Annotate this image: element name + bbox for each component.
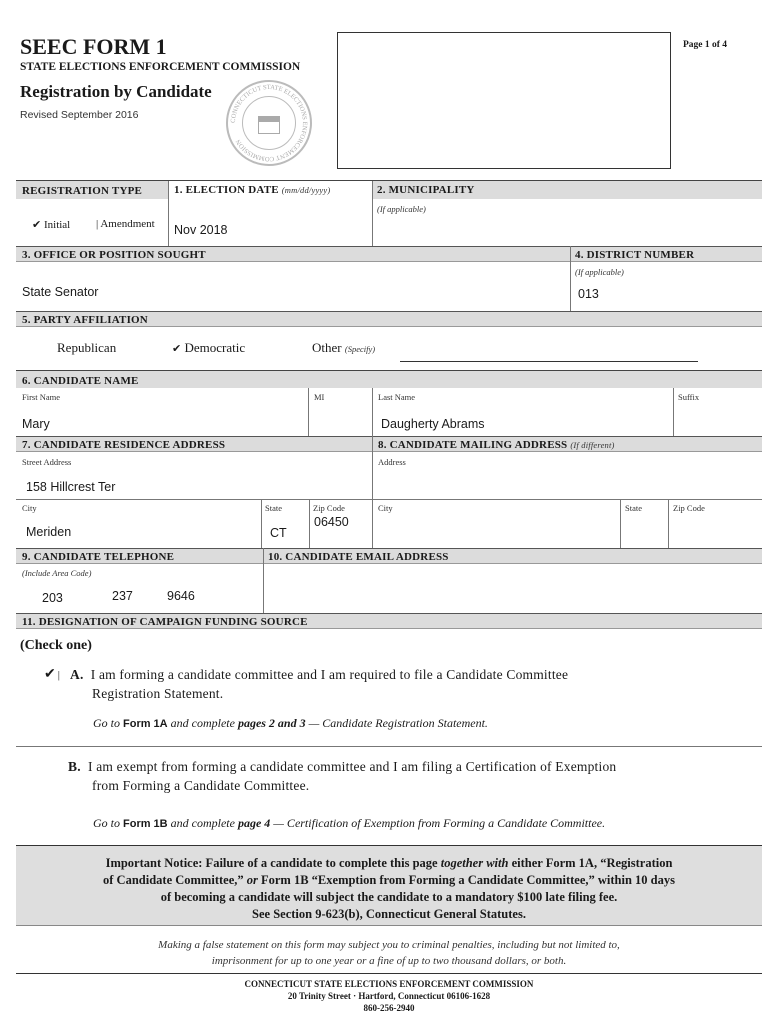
residence-state-label: State [265, 503, 282, 513]
mailing-address-label: 8. CANDIDATE MAILING ADDRESS (If different) [378, 439, 615, 451]
residence-address-label: 7. CANDIDATE RESIDENCE ADDRESS [22, 439, 226, 451]
mailing-state-label: State [625, 503, 642, 513]
option-a-instructions: Go to Form 1A and complete pages 2 and 3 — Candidate Registration Statement. [93, 716, 488, 730]
office-use-box [337, 32, 671, 169]
party-democratic-option[interactable]: ✔ Democratic [172, 340, 246, 355]
residence-state-value[interactable]: CT [270, 526, 287, 540]
first-name-label: First Name [22, 392, 61, 402]
check-one-label: (Check one) [20, 638, 92, 653]
notice-text: Important Notice: Failure of a candidate to complete this page together with either Form 1A, “Registration of Candidate Committee,” or Form 1B “Exemption from Forming a Candidate Committee,” within 10 days of becoming a candidate will subject the candidate to a mandatory $100 late filing fee. See Section 9-623(b), Connecticut General Statutes. [103, 856, 675, 921]
residence-city-value[interactable]: Meriden [26, 525, 72, 539]
option-a-checkbox[interactable]: ✔ | [44, 667, 60, 682]
telephone-hint: (Include Area Code) [22, 568, 92, 578]
mailing-address-field-label: Address [378, 457, 406, 467]
party-label: 5. PARTY AFFILIATION [22, 314, 148, 326]
option-b-instructions: Go to Form 1B and complete page 4 — Certification of Exemption from Forming a Candidate Committee. [93, 816, 606, 830]
party-other-field[interactable] [400, 361, 698, 362]
commission-seal-icon [226, 80, 312, 166]
form-title: SEEC FORM 1 [20, 34, 167, 59]
false-statement-warning: Making a false statement on this form may subject you to criminal penalties, including but not limited to, imprisonment for up to one year or a fine of up to two thousand dollars, or both. [158, 939, 620, 967]
form-subtitle: Registration by Candidate [20, 82, 212, 101]
first-name-value[interactable]: Mary [22, 417, 50, 431]
funding-source-label: 11. DESIGNATION OF CAMPAIGN FUNDING SOURCE [22, 616, 308, 628]
mailing-city-label: City [378, 503, 393, 513]
registration-type-label: REGISTRATION TYPE [22, 185, 143, 197]
residence-city-label: City [22, 503, 37, 513]
telephone-area-code[interactable]: 203 [42, 591, 63, 605]
municipality-label: 2. MUNICIPALITY [377, 184, 475, 196]
residence-zip-value[interactable]: 06450 [314, 515, 349, 529]
option-b-text[interactable]: B. I am exempt from forming a candidate committee and I am filing a Certification of Exemption from Forming a Candidate Committee. [68, 759, 617, 793]
mi-label: MI [314, 392, 325, 402]
candidate-name-label: 6. CANDIDATE NAME [22, 375, 139, 387]
telephone-line-number[interactable]: 9646 [167, 589, 195, 603]
residence-zip-label: Zip Code [313, 503, 345, 513]
party-other-option[interactable]: Other (Specify) [312, 340, 376, 355]
election-date-value[interactable]: Nov 2018 [174, 223, 228, 237]
check-icon: ✔ [44, 667, 56, 682]
district-hint: (If applicable) [575, 267, 624, 277]
telephone-prefix[interactable]: 237 [112, 589, 133, 603]
email-label: 10. CANDIDATE EMAIL ADDRESS [268, 551, 449, 563]
agency-name: STATE ELECTIONS ENFORCEMENT COMMISSION [20, 61, 301, 73]
party-republican-option[interactable]: Republican [57, 340, 117, 355]
street-address-label: Street Address [22, 457, 72, 467]
office-label: 3. OFFICE OR POSITION SOUGHT [22, 249, 206, 261]
telephone-label: 9. CANDIDATE TELEPHONE [22, 551, 175, 563]
election-date-label: 1. ELECTION DATE (mm/dd/yyyy) [174, 184, 331, 196]
district-value[interactable]: 013 [578, 287, 599, 301]
last-name-value[interactable]: Daugherty Abrams [381, 417, 485, 431]
seal-text: CONNECTICUT STATE ELECTIONS ENFORCEMENT COMMISSION [229, 83, 309, 163]
office-value[interactable]: State Senator [22, 285, 99, 299]
revised-date: Revised September 2016 [20, 109, 139, 121]
page-number: Page 1 of 4 [683, 40, 728, 50]
municipality-hint: (If applicable) [377, 204, 426, 214]
district-label: 4. DISTRICT NUMBER [575, 249, 695, 261]
suffix-label: Suffix [678, 392, 700, 402]
amendment-checkbox[interactable]: | Amendment [96, 218, 155, 230]
check-icon: ✔ [32, 219, 42, 231]
last-name-label: Last Name [378, 392, 416, 402]
mailing-zip-label: Zip Code [673, 503, 705, 513]
initial-checkbox[interactable]: ✔ Initial [32, 219, 71, 231]
footer-address: CONNECTICUT STATE ELECTIONS ENFORCEMENT COMMISSION 20 Trinity Street · Hartford, Connecticut 06106-1628 860-256-2940 [244, 979, 534, 1013]
option-a-text: A. I am forming a candidate committee and I am required to file a Candidate Committee Registration Statement. [70, 667, 569, 701]
street-address-value[interactable]: 158 Hillcrest Ter [26, 480, 116, 494]
check-icon: ✔ [172, 343, 182, 355]
